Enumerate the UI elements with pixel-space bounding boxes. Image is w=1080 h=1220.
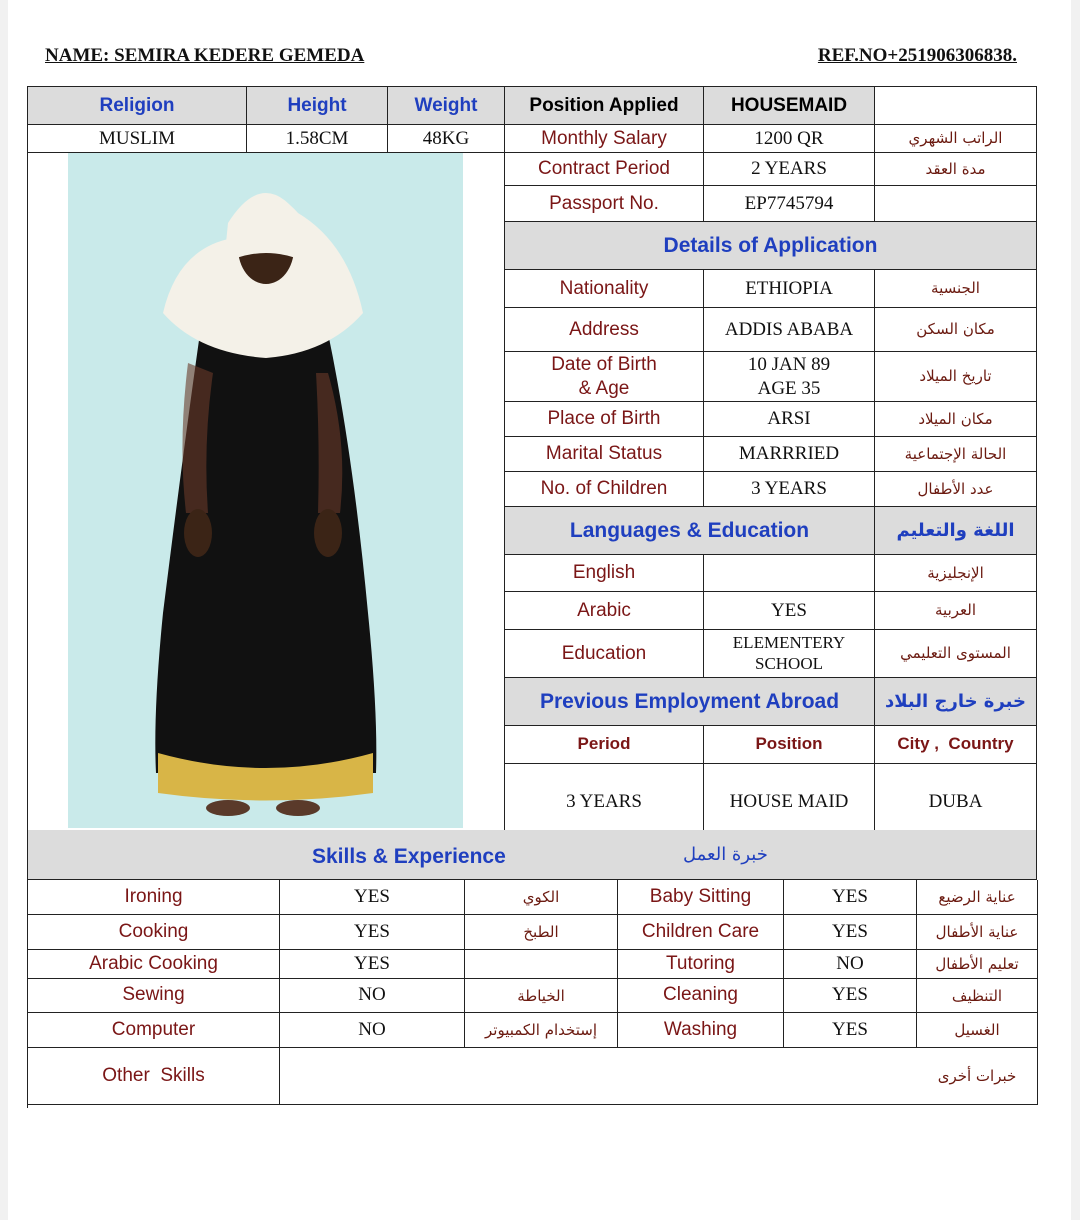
skill-ironing-label: Ironing [28,880,280,915]
birthplace-label: Place of Birth [505,402,704,437]
english-label: English [505,555,704,592]
skill-babysitting-label: Baby Sitting [618,880,784,915]
skill-cleaning-ar: التنظيف [917,979,1038,1013]
skill-sewing-ar: الخياطة [465,979,618,1013]
english-value [704,555,875,592]
height-value: 1.58CM [247,125,388,153]
education-value: ELEMENTERY SCHOOL [704,630,875,678]
skill-cooking-ar: الطبخ [465,915,618,950]
other-skills-value [280,1048,917,1105]
skill-ironing-ar: الكوي [465,880,618,915]
children-label-ar: عدد الأطفال [875,472,1037,507]
employment-col-position: Position [704,726,875,764]
position-value: HOUSEMAID [704,87,875,125]
birthplace-label-ar: مكان الميلاد [875,402,1037,437]
contract-value: 2 YEARS [704,153,875,186]
education-label-ar: المستوى التعليمي [875,630,1037,678]
skills-table [27,880,1037,1108]
skill-arabic-cooking-label: Arabic Cooking [28,950,280,979]
religion-label: Religion [28,87,247,125]
skill-cleaning-label: Cleaning [618,979,784,1013]
skill-tutoring-ar: تعليم الأطفال [917,950,1038,979]
children-label: No. of Children [505,472,704,507]
skill-tutoring-label: Tutoring [618,950,784,979]
skill-childrencare-ar: عناية الأطفال [917,915,1038,950]
skill-cooking-value: YES [280,915,465,950]
employment-position-value: HOUSE MAID [704,764,875,840]
marital-label: Marital Status [505,437,704,472]
skill-washing-ar: الغسيل [917,1013,1038,1048]
address-label-ar: مكان السكن [875,308,1037,352]
languages-section-title: Languages & Education [505,507,875,555]
skills-section-header [27,830,1037,880]
english-label-ar: الإنجليزية [875,555,1037,592]
arabic-value: YES [704,592,875,630]
skill-tutoring-value: NO [784,950,917,979]
skills-section-title-ar: خبرة العمل [683,844,768,865]
skill-sewing-value: NO [280,979,465,1013]
dob-label-ar: تاريخ الميلاد [875,352,1037,402]
weight-value: 48KG [388,125,505,153]
passport-empty-cell [875,186,1037,222]
skill-arabic-cooking-ar [465,950,618,979]
salary-label: Monthly Salary [505,125,704,153]
arabic-label: Arabic [505,592,704,630]
skill-computer-value: NO [280,1013,465,1048]
contract-label-ar: مدة العقد [875,153,1037,186]
employment-period-value: 3 YEARS [505,764,704,840]
skill-childrencare-label: Children Care [618,915,784,950]
skill-washing-value: YES [784,1013,917,1048]
nationality-label: Nationality [505,270,704,308]
skill-cleaning-value: YES [784,979,917,1013]
position-label: Position Applied [505,87,704,125]
skill-childrencare-value: YES [784,915,917,950]
nationality-label-ar: الجنسية [875,270,1037,308]
candidate-photo-cell [28,153,505,840]
skill-arabic-cooking-value: YES [280,950,465,979]
skill-babysitting-value: YES [784,880,917,915]
employment-col-period: Period [505,726,704,764]
skill-ironing-value: YES [280,880,465,915]
candidate-photo [28,153,503,828]
salary-label-ar: الراتب الشهري [875,125,1037,153]
skill-sewing-label: Sewing [28,979,280,1013]
contract-label: Contract Period [505,153,704,186]
passport-value: EP7745794 [704,186,875,222]
religion-value: MUSLIM [28,125,247,153]
skill-babysitting-ar: عناية الرضيع [917,880,1038,915]
salary-value: 1200 QR [704,125,875,153]
employment-section-title-ar: خبرة خارج البلاد [875,678,1037,726]
marital-value: MARRRIED [704,437,875,472]
nationality-value: ETHIOPIA [704,270,875,308]
employment-col-city: City , Country [875,726,1037,764]
dob-value: 10 JAN 89 AGE 35 [704,352,875,402]
arabic-label-ar: العربية [875,592,1037,630]
skills-section-title: Skills & Experience [312,845,506,868]
birthplace-value: ARSI [704,402,875,437]
weight-label: Weight [388,87,505,125]
address-label: Address [505,308,704,352]
skill-cooking-label: Cooking [28,915,280,950]
details-section-title: Details of Application [505,222,1037,270]
employment-city-value: DUBA [875,764,1037,840]
children-value: 3 YEARS [704,472,875,507]
skill-washing-label: Washing [618,1013,784,1048]
other-skills-ar: خبرات أخرى [917,1048,1038,1105]
passport-label: Passport No. [505,186,704,222]
height-label: Height [247,87,388,125]
languages-section-title-ar: اللغة والتعليم [875,507,1037,555]
skill-computer-label: Computer [28,1013,280,1048]
position-empty-cell [875,87,1037,125]
employment-section-title: Previous Employment Abroad [505,678,875,726]
marital-label-ar: الحالة الإجتماعية [875,437,1037,472]
candidate-name: NAME: SEMIRA KEDERE GEMEDA [45,45,365,66]
education-label: Education [505,630,704,678]
skill-computer-ar: إستخدام الكمبيوتر [465,1013,618,1048]
other-skills-label: Other Skills [28,1048,280,1105]
address-value: ADDIS ABABA [704,308,875,352]
dob-label: Date of Birth & Age [505,352,704,402]
reference-number: REF.NO+251906306838. [817,45,1017,66]
